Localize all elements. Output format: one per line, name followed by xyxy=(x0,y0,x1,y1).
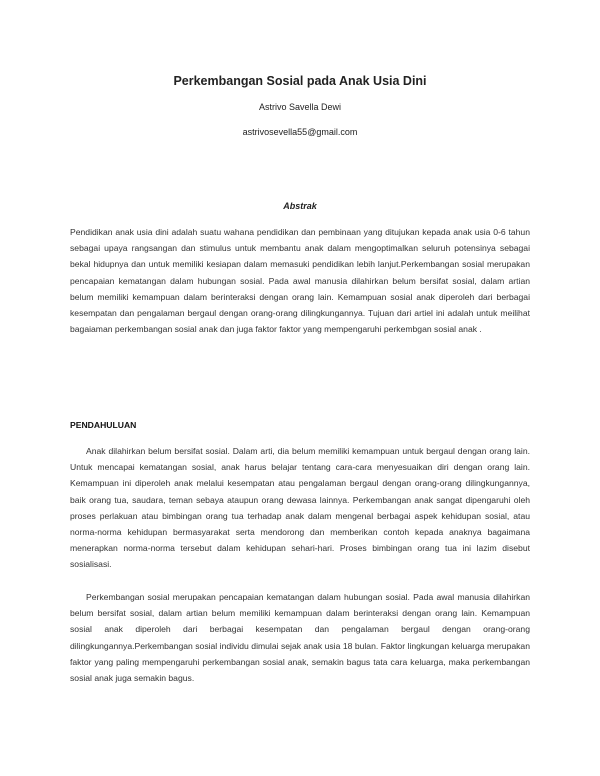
abstract-heading: Abstrak xyxy=(283,201,317,211)
body-paragraph-1: Anak dilahirkan belum bersifat sosial. Dalam arti, dia belum memiliki kemampuan untuk bergaul dengan orang lain. Untuk mencapai kematangan sosial, anak harus belajar tentang cara-cara menyesuaikan diri dengan orang lain. Kemampuan ini diperoleh anak melalui kesempatan atau pengalaman bergaul dengan orang-orang dilingkungannya, baik orang tua, saudara, teman sebaya ataupun orang dewasa lainnya. Perkembangan anak sangat dipengaruhi oleh proses perlakuan atau bimbingan orang tua terhadap anak dalam mengenal berbagai aspek kehidupan sosial, atau norma-norma kehidupan bermasyarakat serta mendorong dan memberikan contoh kepada anaknya bagaimana menerapkan norma-norma tersebut dalam kehidupan sehari-hari. Proses bimbingan orang tua ini lazim disebut sosialisasi. xyxy=(70,446,530,570)
author-name: Astrivo Savella Dewi xyxy=(258,102,342,112)
author-email: astrivosevella55@gmail.com xyxy=(242,127,358,137)
abstract-text: Pendidikan anak usia dini adalah suatu wahana pendidikan dan pembinaan yang ditujukan kepada anak usia 0-6 tahun sebagai upaya rangsangan dan stimulus untuk membantu anak dalam mengoptimalkan seluruh potensinya sebagai bekal hidupnya dan untuk memiliki kesiapan dalam memasuki pendidikan lebih lanjut.Perkembangan sosial merupakan pencapaian kematangan dalam hubungan sosial. Pada awal manusia dilahirkan belum bersifat sosial, dalam artian belum memiliki kemampuan dalam berinteraksi dengan orang lain. Kemampuan sosial anak diperoleh dari berbagai kesempatan dan pengalaman bergaul dengan orang-orang dilingkungannya. Tujuan dari artiel ini adalah untuk meilihat bagaiaman perkembangan sosial anak dan juga faktor faktor yang mempengaruhi perkembgan sosial anak . xyxy=(70,227,530,335)
body-paragraph-2: Perkembangan sosial merupakan pencapaian kematangan dalam hubungan sosial. Pada awal manusia dilahirkan belum bersifat sosial, dalam artian belum memiliki kemampuan dalam berinteraksi dengan orang lain. Kemampuan sosial anak diperoleh dari berbagai kesempatan dan pengalaman bergaul dengan orang-orang dilingkungannya.Perkembangan sosial individu dimulai sejak anak usia 18 bulan. Faktor lingkungan keluarga merupakan faktor yang paling mempengaruhi perkembangan sosial anak, semakin bagus tata cara keluarga, maka perkembangan sosial anak juga semakin bagus. xyxy=(70,592,530,684)
section-heading-pendahuluan: PENDAHULUAN xyxy=(70,420,137,430)
paper-title: Perkembangan Sosial pada Anak Usia Dini xyxy=(173,74,427,88)
